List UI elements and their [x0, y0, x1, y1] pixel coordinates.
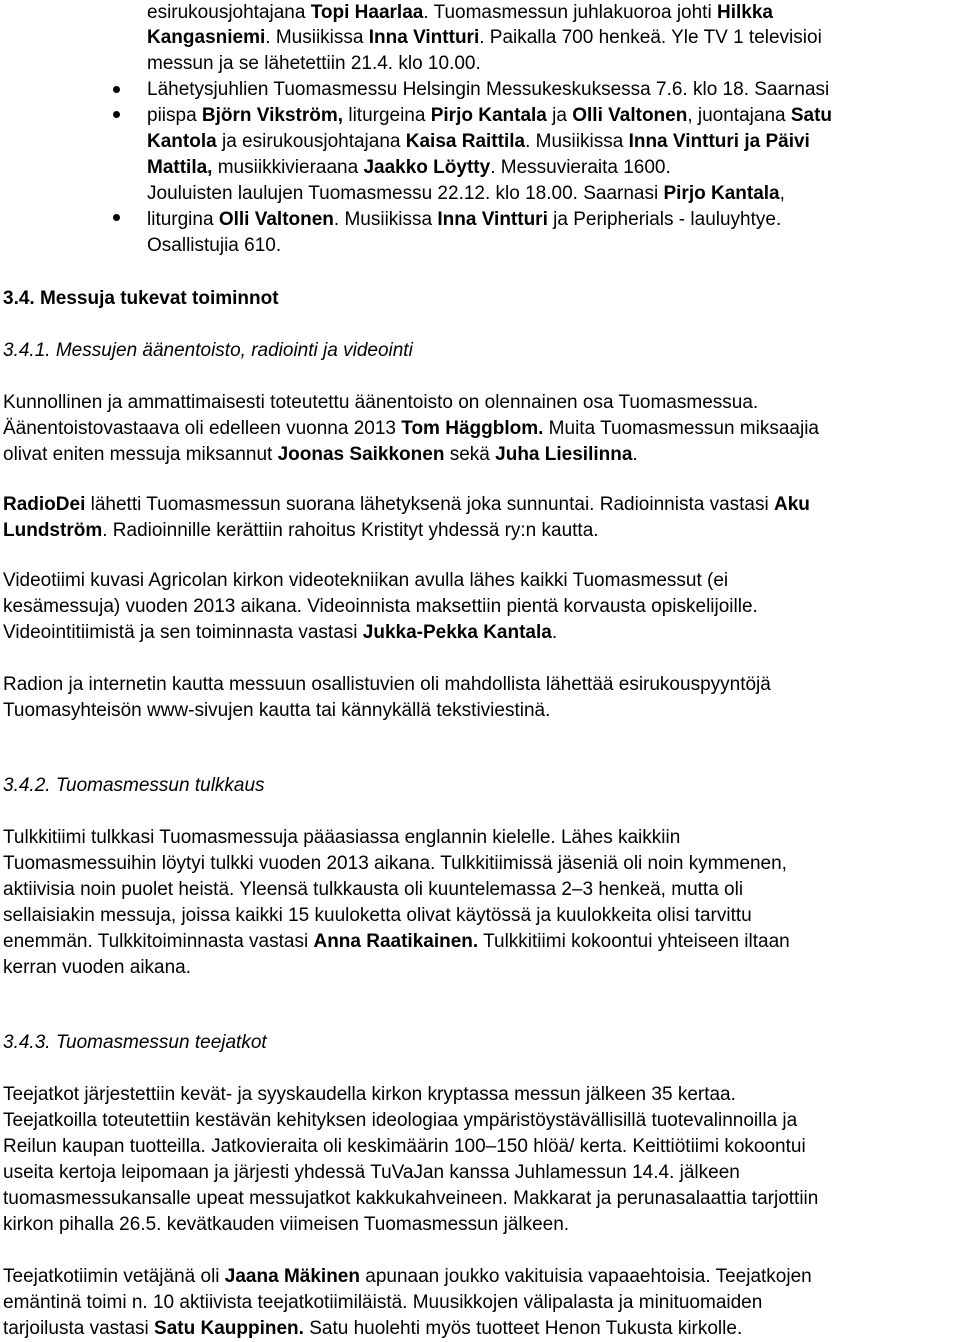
paragraph-line	[3, 518, 599, 544]
bold-text: Kaisa Raittila	[405, 131, 526, 152]
bold-text: Anna Raatikainen.	[313, 931, 479, 952]
bold-text: Inna Vintturi	[368, 27, 480, 48]
text-run: ,	[779, 183, 785, 204]
text-run: kerran vuoden aikana.	[3, 957, 192, 978]
text-run: . Paikalla 700 henkeä. Yle TV 1 televisioi	[479, 27, 822, 48]
text-run: Videointitiimistä ja sen toiminnasta vastasi	[3, 622, 363, 643]
text-run: Jouluisten laulujen Tuomasmessu 22.12. klo 18.00. Saarnasi	[147, 183, 664, 204]
paragraph-line	[3, 1290, 762, 1316]
paragraph-line	[3, 442, 638, 468]
paragraph-line	[3, 492, 810, 518]
text-run: . Musiikissa	[333, 209, 438, 230]
bold-text: Pirjo Kantala	[663, 183, 780, 204]
paragraph-line	[3, 594, 758, 620]
text-run: 3.4.3. Tuomasmessun teejatkot	[3, 1032, 267, 1053]
text-run: ja	[546, 105, 573, 126]
text-run: esirukousjohtajana	[147, 2, 311, 23]
subsection-heading	[3, 1030, 267, 1056]
text-run: . Musiikissa	[265, 27, 369, 48]
text-run: enemmän. Tulkkitoiminnasta vastasi	[3, 931, 314, 952]
text-line	[147, 233, 281, 259]
text-run: liturgina	[147, 209, 219, 230]
text-run: lähetti Tuomasmessun suorana lähetyksenä joka sunnuntai. Radioinnista vastasi	[85, 494, 774, 515]
paragraph-line	[3, 1160, 740, 1186]
bold-text: Inna Vintturi	[437, 209, 548, 230]
bold-text: Inna Vintturi ja Päivi	[628, 131, 810, 152]
text-run: .	[551, 622, 558, 643]
paragraph-line	[3, 903, 752, 929]
text-run: sekä	[444, 444, 496, 465]
paragraph-line	[3, 1264, 812, 1290]
paragraph-line	[3, 1108, 797, 1134]
paragraph-line	[3, 1212, 569, 1238]
bold-text: Satu	[790, 105, 833, 126]
text-run: 3.4.1. Messujen äänentoisto, radiointi ja videointi	[3, 340, 413, 361]
text-run: sellaisiakin messuja, joissa kaikki 15 kuulokettа olivat käytössä ja kuulokkeita olisi tarvittu	[3, 905, 752, 926]
bold-text: Olli Valtonen	[572, 105, 688, 126]
text-line	[147, 155, 671, 181]
text-run: emäntinä toimi n. 10 aktiivista teejatkotiimiläistä. Muusikkojen välipalasta ja minituomaiden	[3, 1292, 763, 1313]
bold-text: Lundström	[3, 520, 103, 541]
text-run: piispa	[147, 105, 202, 126]
paragraph-line	[3, 1082, 736, 1108]
text-run: Muita Tuomasmessun miksaajia	[543, 418, 819, 439]
text-run: . Musiikissa	[525, 131, 629, 152]
text-line	[147, 207, 781, 233]
paragraph-line	[3, 851, 787, 877]
bold-text: Juha Liesilinna	[495, 444, 633, 465]
text-line	[147, 25, 822, 51]
text-run: ja esirukousjohtajana	[216, 131, 406, 152]
bold-text: Mattila,	[147, 157, 213, 178]
list-item-text	[147, 77, 829, 103]
text-run: Radion ja internetin kautta messuun osallistuvien oli mahdollista lähettää esirukouspyyntöjä	[3, 674, 771, 695]
text-run: Tulkkitiimi kokoontui yhteiseen iltaan	[478, 931, 790, 952]
text-run: Osallistujia 610.	[147, 235, 282, 256]
paragraph-line	[3, 929, 790, 955]
text-run: . Messuvieraita 1600.	[490, 157, 671, 178]
text-run: liturgeina	[343, 105, 431, 126]
text-run: Kunnollinen ja ammattimaisesti toteutettu äänentoisto on olennainen osa Tuomasmessua.	[3, 392, 759, 413]
bold-text: Jaana Mäkinen	[224, 1266, 360, 1287]
bold-text: RadioDei	[3, 494, 86, 515]
bold-text: Kangasniemi	[147, 27, 266, 48]
text-line	[147, 129, 810, 155]
list-bullet	[113, 111, 120, 118]
text-run: Reilun kaupan tuotteilla. Jatkovieraita oli keskimäärin 100–150 hlöä/ kerta. Keittiötiimi kokoontui	[3, 1136, 806, 1157]
text-run: olivat eniten messuja miksannut	[3, 444, 278, 465]
text-run: Satu huolehti myös tuotteet Henon Tukusta kirkolle.	[303, 1318, 743, 1339]
text-run: 3.4.2. Tuomasmessun tulkkaus	[3, 775, 265, 796]
list-item-text	[147, 181, 785, 207]
subsection-heading	[3, 338, 413, 364]
bold-text: Topi Haarlaa	[310, 2, 424, 23]
text-run: Teejatkoilla toteutettiin kestävän kehityksen ideologiaa ympäristöystävällisillä tuotevalinnoilla ja	[3, 1110, 798, 1131]
text-run: tarjoilusta vastasi	[3, 1318, 155, 1339]
bold-text: Hilkka	[716, 2, 773, 23]
paragraph-line	[3, 877, 743, 903]
paragraph-line	[3, 1186, 818, 1212]
bold-text: Jaakko Löytty	[363, 157, 491, 178]
text-run: Tuomasyhteisön www-sivujen kautta tai kännykällä tekstiviestinä.	[3, 700, 551, 721]
bold-text: Björn Vikström,	[201, 105, 344, 126]
bold-text: Tom Häggblom.	[401, 418, 544, 439]
text-line	[147, 103, 832, 129]
text-line	[147, 51, 481, 77]
paragraph-line	[3, 568, 728, 594]
text-line	[147, 0, 773, 26]
text-run: , juontajana	[687, 105, 791, 126]
text-run: . Tuomasmessun juhlakuoroa johti	[423, 2, 717, 23]
bold-text: Kantola	[147, 131, 217, 152]
paragraph-line	[3, 1134, 806, 1160]
paragraph-line	[3, 672, 771, 698]
bold-text: Joonas Saikkonen	[277, 444, 445, 465]
text-run: tuomasmessukansalle upeat messujatkot kakkukahveineen. Makkarat ja perunasalaattia tarjottiin	[3, 1188, 819, 1209]
text-run: aktiivisia noin puolet heistä. Yleensä tulkkausta oli kuuntelemassa 2–3 henkeä, mutta oli	[3, 879, 744, 900]
paragraph-line	[3, 390, 758, 416]
text-run: apunaan joukko vakituisia vapaaehtoisia. Teejatkojen	[359, 1266, 812, 1287]
section-heading	[3, 286, 279, 312]
text-run: Äänentoistovastaava oli edelleen vuonna 2013	[3, 418, 402, 439]
text-run: musiikkivieraana	[212, 157, 364, 178]
text-run: Lähetysjuhlien Tuomasmessu Helsingin Messukeskuksessa 7.6. klo 18. Saarnasi	[147, 79, 830, 100]
paragraph-line	[3, 698, 550, 724]
bold-text: Aku	[773, 494, 810, 515]
text-run: .	[632, 444, 638, 465]
list-bullet	[113, 86, 120, 93]
text-run: ja Peripherials - lauluyhtye.	[547, 209, 782, 230]
paragraph-line	[3, 1316, 742, 1342]
bold-text: Pirjo Kantala	[430, 105, 547, 126]
paragraph-line	[3, 620, 557, 646]
text-run: Tuomasmessuihin löytyi tulkki vuoden 2013 aikana. Tulkkitiimissä jäseniä oli noin kymmenen,	[3, 853, 787, 874]
bold-text: Jukka-Pekka Kantala	[362, 622, 552, 643]
text-run: Teejatkot järjestettiin kevät- ja syyskaudella kirkon kryptassa messun jälkeen 35 kertaa.	[3, 1084, 736, 1105]
bold-text: 3.4. Messuja tukevat toiminnot	[3, 288, 279, 309]
text-run: messun ja se lähetettiin 21.4. klo 10.00.	[147, 53, 481, 74]
paragraph-line	[3, 825, 680, 851]
text-run: . Radioinnille kerättiin rahoitus Kristityt yhdessä ry:n kautta.	[102, 520, 599, 541]
bold-text: Satu Kauppinen.	[154, 1318, 304, 1339]
bold-text: Olli Valtonen	[218, 209, 334, 230]
subsection-heading	[3, 773, 265, 799]
text-run: kesämessuja) vuoden 2013 aikana. Videoinnista maksettiin pientä korvausta opiskelijoille.	[3, 596, 758, 617]
paragraph-line	[3, 955, 191, 981]
text-run: useita kertoja leipomaan ja järjesti yhdessä TuVaJan kanssa Juhlamessun 14.4. jälkeen	[3, 1162, 740, 1183]
list-bullet	[113, 214, 120, 221]
text-run: Tulkkitiimi tulkkasi Tuomasmessuja pääasiassa englannin kielelle. Lähes kaikkiin	[3, 827, 681, 848]
text-run: Videotiimi kuvasi Agricolan kirkon videotekniikan avulla lähes kaikki Tuomasmessut (ei	[3, 570, 729, 591]
text-run: Teejatkotiimin vetäjänä oli	[3, 1266, 225, 1287]
paragraph-line	[3, 416, 819, 442]
text-run: kirkon pihalla 26.5. kevätkauden viimeisen Tuomasmessun jälkeen.	[3, 1214, 570, 1235]
